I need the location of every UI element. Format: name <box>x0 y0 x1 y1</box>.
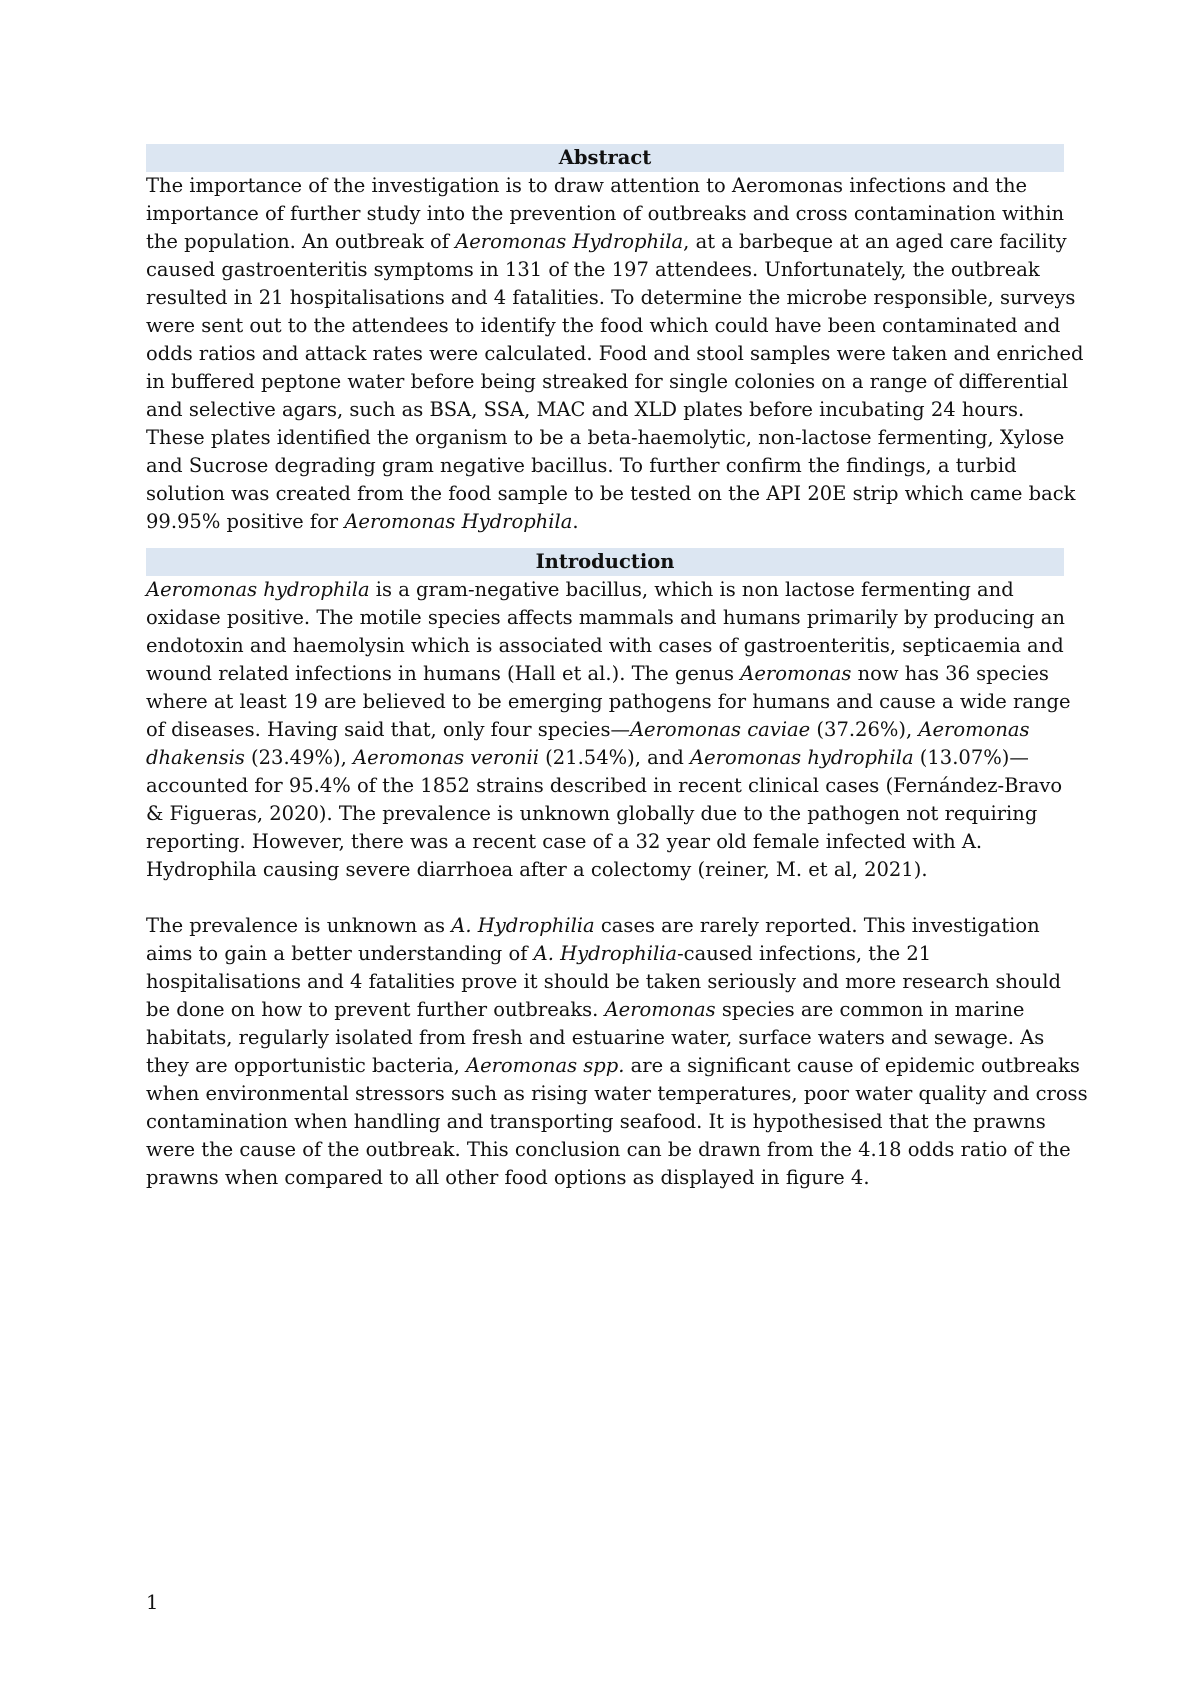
text-line <box>146 368 1069 396</box>
text-run: The importance of the investigation is to draw attention to Aeromonas infections and the <box>146 174 1028 197</box>
text-line <box>146 312 1064 340</box>
page-number: 1 <box>146 1591 159 1614</box>
text-run: aims to gain a better understanding of <box>146 942 534 965</box>
italic-text-run: A. Hydrophilia <box>533 942 678 965</box>
italic-text-run: Aeromonas hydrophila <box>690 746 914 769</box>
document-page <box>146 144 1088 1192</box>
text-run: were the cause of the outbreak. This conclusion can be drawn from the 4.18 odds ratio of the <box>146 1138 1071 1161</box>
text-line <box>146 688 1071 716</box>
text-run: caused gastroenteritis symptoms in 131 of the 197 attendees. Unfortunately, the outbreak <box>146 258 1040 281</box>
text-run: prawns when compared to all other food options as displayed in figure 4. <box>146 1166 870 1189</box>
text-run: is a gram-negative bacillus, which is non lactose fermenting and <box>369 578 1014 601</box>
italic-text-run: Aeromonas <box>918 718 1030 741</box>
text-run: hospitalisations and 4 fatalities prove it should be taken seriously and more research should <box>146 970 1062 993</box>
abstract-heading: Abstract <box>146 144 1064 172</box>
text-line <box>146 576 1064 604</box>
text-line <box>146 660 1064 688</box>
text-run: resulted in 21 hospitalisations and 4 fatalities. To determine the microbe responsible, surveys <box>146 286 1076 309</box>
text-line <box>146 340 1084 368</box>
text-run: solution was created from the food sample to be tested on the API 20E strip which came back <box>146 482 1076 505</box>
introduction-paragraph-1 <box>146 576 1071 884</box>
text-line <box>146 200 1064 228</box>
text-run: where at least 19 are believed to be emerging pathogens for humans and cause a wide range <box>146 690 1071 713</box>
text-run: importance of further study into the prevention of outbreaks and cross contamination within <box>146 202 1065 225</box>
text-run: when environmental stressors such as rising water temperatures, poor water quality and cross <box>146 1082 1088 1105</box>
text-run: are a significant cause of epidemic outbreaks <box>624 1054 1080 1077</box>
text-line <box>146 452 1064 480</box>
text-line <box>146 1108 1064 1136</box>
text-run: were sent out to the attendees to identify the food which could have been contaminated and <box>146 314 1061 337</box>
text-run: 99.95% positive for <box>146 510 345 533</box>
text-run: odds ratios and attack rates were calculated. Food and stool samples were taken and enriched <box>146 342 1084 365</box>
text-run: (23.49%), <box>244 746 354 769</box>
text-run: the population. An outbreak of <box>146 230 456 253</box>
text-line <box>146 1136 1071 1164</box>
text-line <box>146 940 1064 968</box>
text-run: habitats, regularly isolated from fresh and estuarine water, surface waters and sewage. As <box>146 1026 1045 1049</box>
text-line <box>146 968 1064 996</box>
text-line <box>146 1052 1080 1080</box>
italic-text-run: Aeromonas Hydrophila <box>344 510 573 533</box>
text-line <box>146 172 1064 200</box>
text-run: The prevalence is unknown as <box>146 914 452 937</box>
text-line <box>146 284 1076 312</box>
italic-text-run: Aeromonas caviae <box>629 718 811 741</box>
text-line <box>146 1164 1064 1192</box>
text-run: in buffered peptone water before being streaked for single colonies on a range of differential <box>146 370 1069 393</box>
text-line <box>146 772 1064 800</box>
text-line <box>146 228 1067 256</box>
text-run: and Sucrose degrading gram negative bacillus. To further confirm the findings, a turbid <box>146 454 1017 477</box>
text-line <box>146 744 1064 772</box>
italic-text-run: Aeromonas Hydrophila <box>455 230 684 253</box>
text-line <box>146 632 1064 660</box>
text-run: accounted for 95.4% of the 1852 strains described in recent clinical cases (Fernández-Bravo <box>146 774 1063 797</box>
text-line <box>146 800 1064 828</box>
text-run: wound related infections in humans (Hall et al.). The genus <box>146 662 741 685</box>
text-line <box>146 996 1064 1024</box>
text-line <box>146 828 1064 856</box>
text-line <box>146 256 1064 284</box>
text-line <box>146 912 1064 940</box>
italic-text-run: dhakensis <box>146 746 245 769</box>
text-line <box>146 856 1064 884</box>
text-line <box>146 716 1064 744</box>
text-run: oxidase positive. The motile species affects mammals and humans primarily by producing an <box>146 606 1065 629</box>
text-run: reporting. However, there was a recent case of a 32 year old female infected with A. <box>146 830 983 853</box>
introduction-paragraph-2 <box>146 912 1088 1192</box>
text-run: contamination when handling and transporting seafood. It is hypothesised that the prawns <box>146 1110 1046 1133</box>
abstract-paragraph <box>146 172 1084 536</box>
italic-text-run: Aeromonas <box>604 998 716 1021</box>
text-line <box>146 396 1064 424</box>
italic-text-run: Aeromonas hydrophila <box>146 578 370 601</box>
italic-text-run: Aeromonas spp. <box>465 1054 625 1077</box>
text-run: , at a barbeque at an aged care facility <box>683 230 1067 253</box>
introduction-heading: Introduction <box>146 548 1064 576</box>
text-run: (37.26%), <box>810 718 919 741</box>
text-run: These plates identified the organism to be a beta-haemolytic, non-lactose fermenting, Xylose <box>146 426 1065 449</box>
text-line <box>146 508 1064 536</box>
text-line <box>146 604 1064 632</box>
text-run: endotoxin and haemolysin which is associated with cases of gastroenteritis, septicaemia and <box>146 634 1064 657</box>
text-line <box>146 424 1064 452</box>
text-run: . <box>572 510 579 533</box>
text-run: of diseases. Having said that, only four species— <box>146 718 630 741</box>
text-run: & Figueras, 2020). The prevalence is unknown globally due to the pathogen not requiring <box>146 802 1038 825</box>
text-run: they are opportunistic bacteria, <box>146 1054 466 1077</box>
text-run: -caused infections, the 21 <box>677 942 932 965</box>
text-run: and selective agars, such as BSA, SSA, MAC and XLD plates before incubating 24 hours. <box>146 398 1025 421</box>
text-run: cases are rarely reported. This investigation <box>594 914 1040 937</box>
text-run: (13.07%)— <box>913 746 1029 769</box>
italic-text-run: Aeromonas <box>740 662 852 685</box>
text-line <box>146 1080 1088 1108</box>
text-run: now has 36 species <box>851 662 1049 685</box>
text-line <box>146 1024 1064 1052</box>
italic-text-run: A. Hydrophilia <box>451 914 595 937</box>
text-run: Hydrophila causing severe diarrhoea after a colectomy (reiner, M. et al, 2021). <box>146 858 928 881</box>
text-run: be done on how to prevent further outbreaks. <box>146 998 605 1021</box>
italic-text-run: Aeromonas veronii <box>353 746 539 769</box>
text-run: species are common in marine <box>715 998 1025 1021</box>
text-line <box>146 480 1076 508</box>
text-run: (21.54%), and <box>538 746 691 769</box>
